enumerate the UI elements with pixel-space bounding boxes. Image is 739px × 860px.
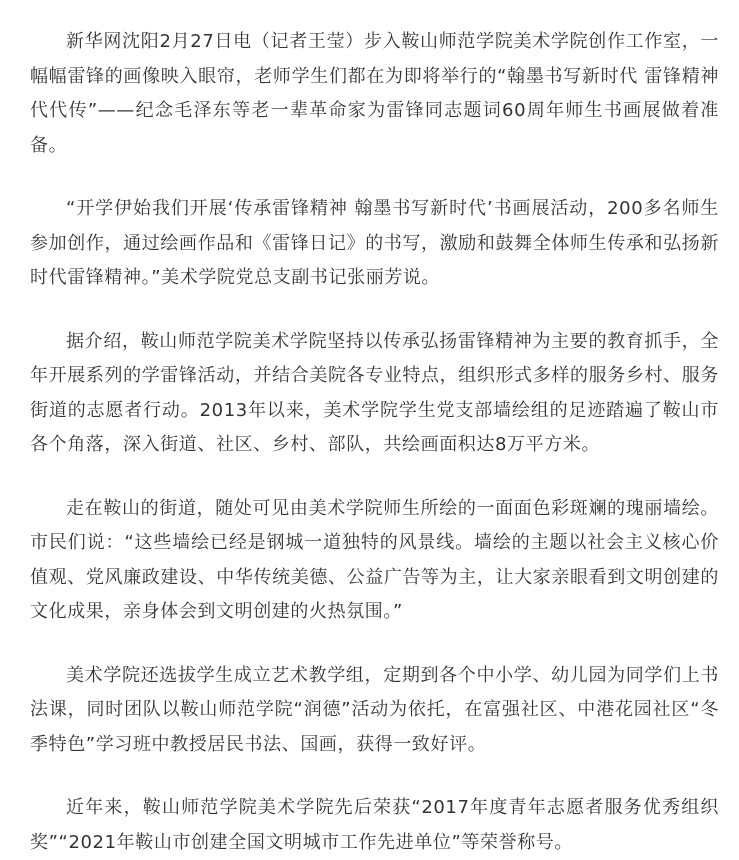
- article-paragraph-1: 新华网沈阳2月27日电（记者王莹）步入鞍山师范学院美术学院创作工作室，一幅幅雷锋的画像映入眼帘，老师学生们都在为即将举行的“翰墨书写新时代 雷锋精神代代传”——纪念毛泽东等老一辈革命家为雷锋同志题词60周年师生书画展做着准备。: [30, 31, 719, 156]
- article-paragraph-3: 据介绍，鞍山师范学院美术学院坚持以传承弘扬雷锋精神为主要的教育抓手，全年开展系列的学雷锋活动，并结合美院各专业特点，组织形式多样的服务乡村、服务街道的志愿者行动。2013年以来，美术学院学生党支部墙绘组的足迹踏遍了鞍山市各个角落，深入街道、社区、乡村、部队，共绘画面积达8万平方米。: [30, 330, 719, 455]
- article-paragraph-6: 近年来，鞍山师范学院美术学院先后荣获“2017年度青年志愿者服务优秀组织奖”“2021年鞍山市创建全国文明城市工作先进单位”等荣誉称号。: [30, 797, 719, 853]
- article-paragraph-4: 走在鞍山的街道，随处可见由美术学院师生所绘的一面面色彩斑斓的瑰丽墙绘。市民们说：“这些墙绘已经是钢城一道独特的风景线。墙绘的主题以社会主义核心价值观、党风廉政建设、中华传统美德、公益广告等为主，让大家亲眼看到文明创建的文化成果，亲身体会到文明创建的火热氛围。”: [30, 497, 719, 622]
- article-paragraph-2: “开学伊始我们开展‘传承雷锋精神 翰墨书写新时代’书画展活动，200多名师生参加创作，通过绘画作品和《雷锋日记》的书写，激励和鼓舞全体师生传承和弘扬新时代雷锋精神。”美术学院党总支副书记张丽芳说。: [30, 198, 719, 288]
- article-paragraph-5: 美术学院还选拔学生成立艺术教学组，定期到各个中小学、幼儿园为同学们上书法课，同时团队以鞍山师范学院“润德”活动为依托，在富强社区、中港花园社区“冬季特色”学习班中教授居民书法、国画，获得一致好评。: [30, 664, 719, 755]
